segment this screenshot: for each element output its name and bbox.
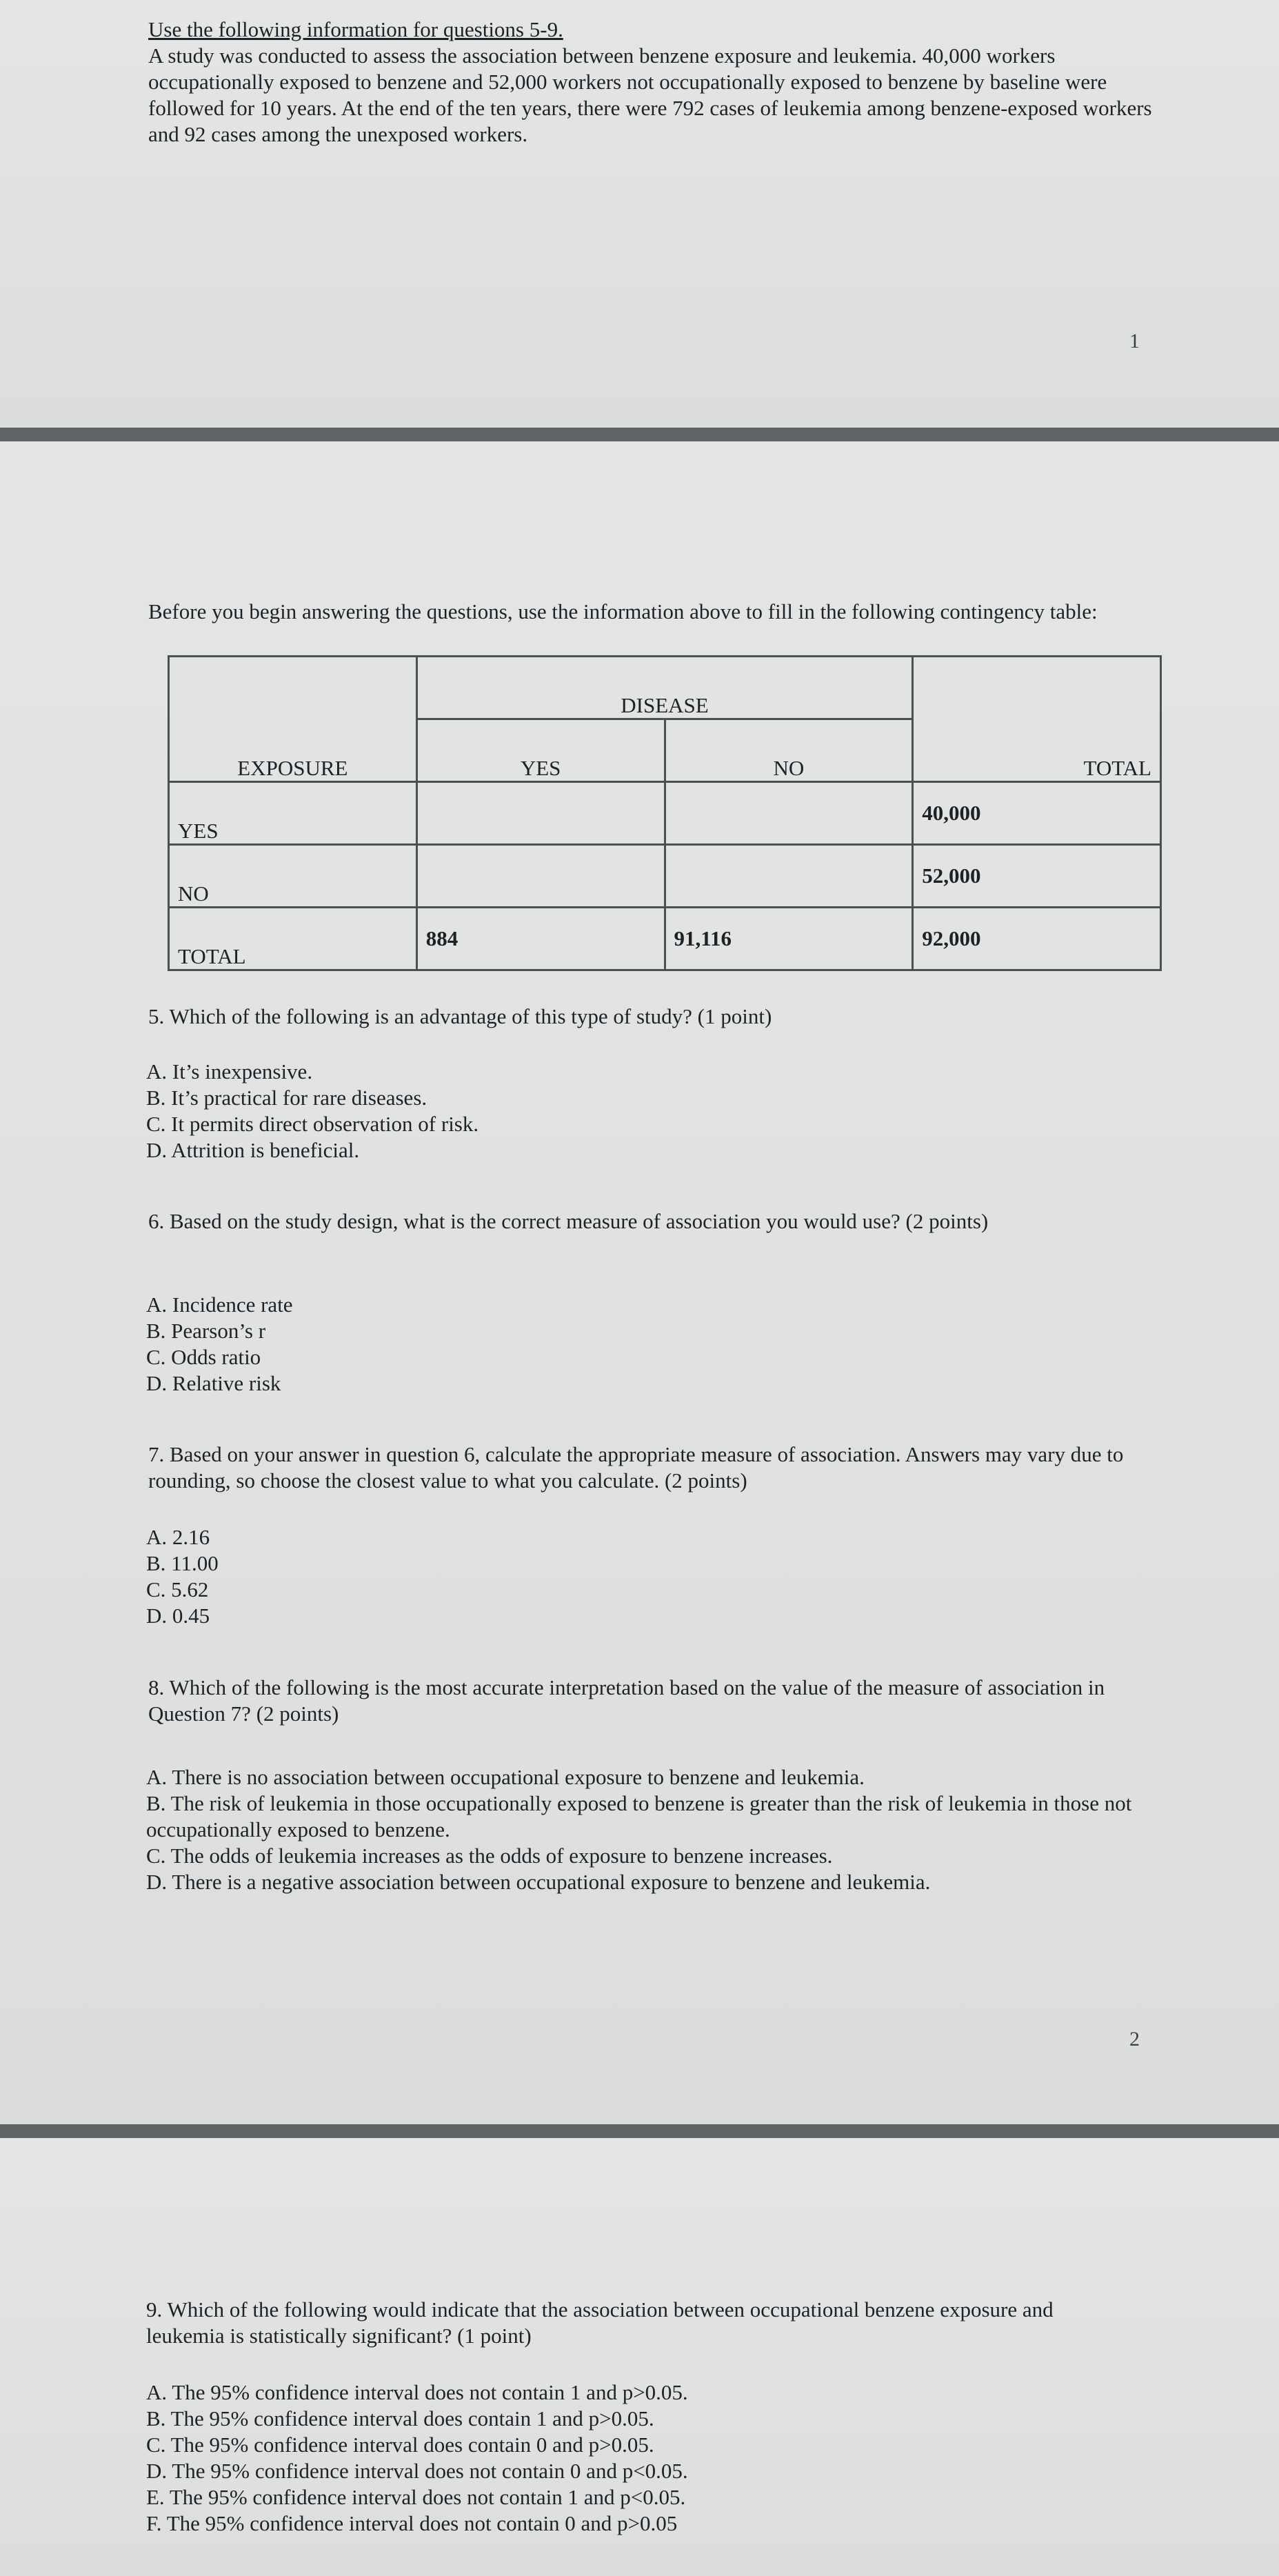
question-6-options (146, 1292, 293, 1397)
question-7-options (146, 1524, 219, 1629)
q9-option-c[interactable]: C. The 95% confidence interval does contain 0 and p>0.05. (146, 2433, 654, 2457)
page-1 (0, 0, 1279, 428)
q5-option-c[interactable]: C. It permits direct observation of risk. (146, 1112, 479, 1136)
unexposed-total: 52,000 (913, 845, 1161, 908)
q5-option-b[interactable]: B. It’s practical for rare diseases. (146, 1086, 427, 1110)
table-top-right (913, 657, 1161, 719)
row-label-yes: YES (169, 782, 417, 845)
q6-option-d[interactable]: D. Relative risk (146, 1371, 281, 1395)
q8-option-d[interactable]: D. There is a negative association between occupational exposure to benzene and leukemia. (146, 1870, 931, 1894)
page-number-1: 1 (1129, 330, 1140, 352)
question-8-options (146, 1764, 1132, 1895)
q7-option-c[interactable]: C. 5.62 (146, 1577, 209, 1601)
study-passage: A study was conducted to assess the association between benzene exposure and leukemia. 40,000 workers occupationally exposed to benzene and 52,000 workers not occupationally exposed to benzene by baseline were followed for 10 years. At the end of the ten years, there were 792 cases of leukemia among benzene-exposed workers and 92 cases among the unexposed workers. (148, 43, 1152, 146)
q9-option-e[interactable]: E. The 95% confidence interval does not contain 1 and p<0.05. (146, 2485, 686, 2509)
question-7: 7. Based on your answer in question 6, calculate the appropriate measure of association. Answers may vary due to rounding, so choose the closest value to what you calculate. (2 points) (148, 1442, 1124, 1492)
disease-header: DISEASE (416, 657, 913, 719)
question-9: 9. Which of the following would indicate that the association between occupational benzene exposure and leukemia is statistically significant? (1 point) (146, 2297, 1054, 2348)
page-separator (0, 2124, 1279, 2139)
table-intro: Before you begin answering the questions, use the information above to fill in the following contingency table: (148, 599, 1098, 623)
row-label-no: NO (169, 845, 417, 908)
q9-option-b[interactable]: B. The 95% confidence interval does contain 1 and p>0.05. (146, 2406, 654, 2430)
q8-option-a[interactable]: A. There is no association between occupational exposure to benzene and leukemia. (146, 1765, 865, 1789)
cell-a[interactable] (416, 782, 665, 845)
row-label-total: TOTAL (169, 908, 417, 970)
total-header: TOTAL (913, 719, 1161, 782)
cell-b[interactable] (665, 782, 913, 845)
q6-option-c[interactable]: C. Odds ratio (146, 1345, 261, 1369)
q5-option-a[interactable]: A. It’s inexpensive. (146, 1059, 313, 1084)
page-separator (0, 428, 1279, 443)
q9-option-f[interactable]: F. The 95% confidence interval does not contain 0 and p>0.05 (146, 2511, 678, 2535)
q7-option-b[interactable]: B. 11.00 (146, 1551, 219, 1575)
contingency-table (168, 655, 1162, 971)
exposed-total: 40,000 (913, 782, 1161, 845)
q9-option-d[interactable]: D. The 95% confidence interval does not contain 0 and p<0.05. (146, 2459, 688, 2483)
cell-d[interactable] (665, 845, 913, 908)
page-number-2: 2 (1129, 2028, 1140, 2050)
q7-option-a[interactable]: A. 2.16 (146, 1525, 210, 1549)
grand-total: 92,000 (913, 908, 1161, 970)
table-corner (169, 657, 417, 719)
q6-option-b[interactable]: B. Pearson’s r (146, 1319, 266, 1343)
cell-c[interactable] (416, 845, 665, 908)
question-8: 8. Which of the following is the most accurate interpretation based on the value of the measure of association in Question 7? (2 points) (148, 1675, 1105, 1726)
q7-option-d[interactable]: D. 0.45 (146, 1604, 210, 1628)
disease-yes-total: 884 (416, 908, 665, 970)
disease-no-header: NO (665, 719, 913, 782)
q6-option-a[interactable]: A. Incidence rate (146, 1292, 293, 1317)
disease-yes-header: YES (416, 719, 665, 782)
disease-no-total: 91,116 (665, 908, 913, 970)
question-5-options (146, 1059, 479, 1164)
questions-heading: Use the following information for questions 5-9. (148, 17, 563, 41)
question-9-options (146, 2379, 688, 2537)
q8-option-b[interactable]: B. The risk of leukemia in those occupationally exposed to benzene is greater than the risk of leukemia in those not occupationally exposed to benzene. (146, 1791, 1132, 1841)
q9-option-a[interactable]: A. The 95% confidence interval does not contain 1 and p>0.05. (146, 2380, 688, 2404)
question-6: 6. Based on the study design, what is the correct measure of association you would use? (2 points) (148, 1209, 989, 1233)
q8-option-c[interactable]: C. The odds of leukemia increases as the odds of exposure to benzene increases. (146, 1844, 833, 1868)
question-5: 5. Which of the following is an advantage of this type of study? (1 point) (148, 1004, 772, 1028)
exposure-header: EXPOSURE (169, 719, 417, 782)
q5-option-d[interactable]: D. Attrition is beneficial. (146, 1138, 360, 1162)
